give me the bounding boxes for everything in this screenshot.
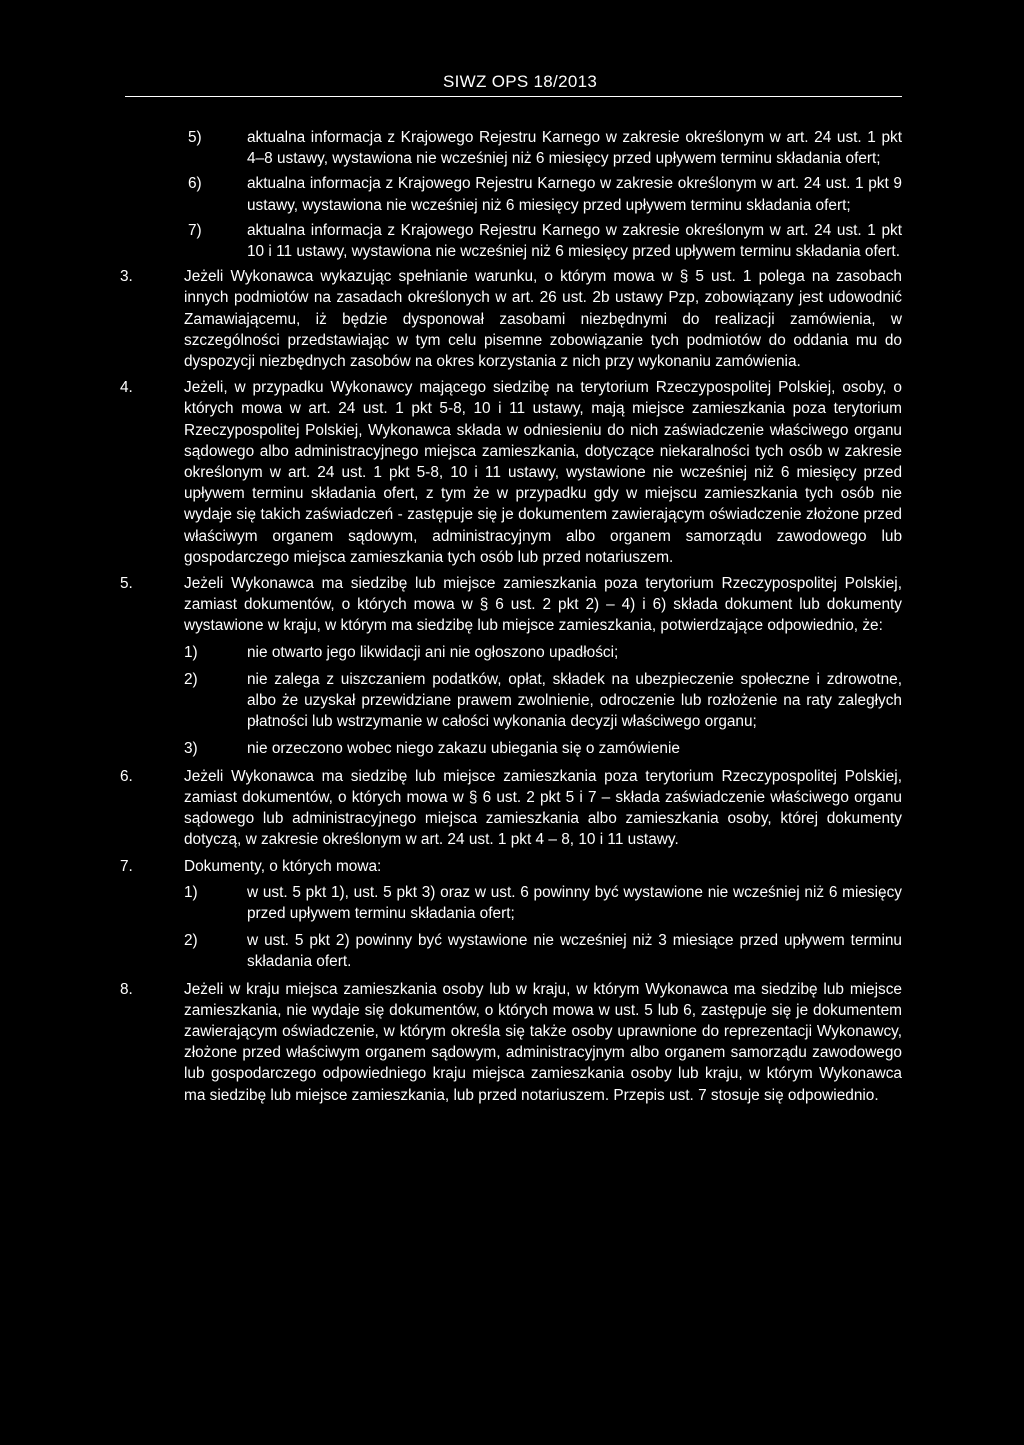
item-text: aktualna informacja z Krajowego Rejestru Karnego w zakresie określonym w art. 24 ust. 1 pkt 4–8 ustawy, wystawiona nie wcześniej niż 6 miesięcy przed upływem terminu składania ofert; — [247, 129, 902, 168]
section-3 — [120, 266, 902, 372]
section-number: 4. — [120, 379, 133, 397]
section-7 — [120, 856, 902, 877]
list-item — [120, 930, 902, 972]
item-text: w ust. 5 pkt 1), ust. 5 pkt 3) oraz w ust. 6 powinny być wystawione nie wcześniej niż 6 miesięcy przed upływem terminu składania ofert; — [247, 883, 902, 922]
item-text: aktualna informacja z Krajowego Rejestru Karnego w zakresie określonym w art. 24 ust. 1 pkt 10 i 11 ustawy, wystawiona nie wcześniej niż 6 miesięcy przed upływem terminu składania ofert. — [247, 221, 902, 261]
list-item — [120, 882, 902, 924]
section-number: 5. — [120, 575, 133, 593]
header-divider — [125, 96, 902, 97]
item-text: nie orzeczono wobec niego zakazu ubiegania się o zamówienie — [247, 740, 680, 758]
item-number: 3) — [184, 740, 198, 758]
section-5 — [120, 573, 902, 637]
section-6 — [120, 766, 902, 851]
list-item — [120, 669, 902, 733]
item-number: 5) — [188, 129, 202, 146]
item-text: aktualna informacja z Krajowego Rejestru Karnego w zakresie określonym w art. 24 ust. 1 pkt 9 ustawy, wystawiona nie wcześniej niż 6 miesięcy przed upływem terminu składania ofert; — [247, 175, 902, 214]
section-number: 6. — [120, 767, 133, 785]
item-number: 7) — [188, 221, 202, 239]
section-number: 8. — [120, 980, 133, 998]
item-text: nie zalega z uiszczaniem podatków, opłat, składek na ubezpieczenie społeczne i zdrowotne, albo że uzyskał przewidziane prawem zwolnienie, odroczenie lub rozłożenie na raty zaległych płatności lub wstrzymanie w całości wykonania decyzji właściwego organu; — [247, 670, 902, 731]
section-text: Jeżeli, w przypadku Wykonawcy mającego siedzibę na terytorium Rzeczypospolitej Polskiej, osoby, o których mowa w art. 24 ust. 1 pkt 5-8, 10 i 11 ustawy, mają miejsce zamieszkania poza terytorium Rzeczypospolitej Polskiej, Wykonawca składa w odniesieniu do nich zaświadczenie właściwego organu sądowego albo administracyjnego miejsca zamieszkania, dotyczące niekaralności tych osób w zakresie określonym w art. 24 ust. 1 pkt 5-8, 10 i 11 ustawy, wystawione nie wcześniej niż 6 miesięcy przed upływem terminu składania ofert, z tym że w przypadku gdy w miejscu zamieszkania tych osób nie wydaje się takich zaświadczeń - zastępuje się je dokumentem zawierającym oświadczenie złożone przed właściwym organem sądowym, administracyjnym albo organem samorządu zawodowego lub gospodarczego miejsca zamieszkania tych osób lub przed notariuszem. — [184, 379, 902, 566]
section-number: 3. — [120, 268, 133, 286]
document-header: SIWZ OPS 18/2013 — [443, 72, 598, 91]
list-item — [120, 127, 902, 169]
section-text: Jeżeli Wykonawca wykazując spełnianie warunku, o którym mowa w § 5 ust. 1 polega na zasobach innych podmiotów na zasadach określonych w art. 26 ust. 2b ustawy Pzp, zobowiązany jest udowodnić Zamawiającemu, iż będzie dysponował zasobami niezbędnymi do realizacji zamówienia, w szczególności przedstawiając w tym celu pisemne zobowiązanie tych podmiotów do oddania mu do dyspozycji niezbędnych zasobów na okres korzystania z nich przy wykonaniu zamówienia. — [184, 268, 902, 371]
document-body — [120, 127, 902, 1111]
item-number: 2) — [184, 670, 198, 688]
list-item — [120, 220, 902, 262]
item-number: 2) — [184, 932, 198, 950]
list-item — [120, 173, 902, 215]
section-number: 7. — [120, 857, 133, 875]
item-number: 1) — [184, 643, 198, 661]
section-text: Dokumenty, o których mowa: — [184, 857, 382, 875]
item-text: w ust. 5 pkt 2) powinny być wystawione nie wcześniej niż 3 miesiące przed upływem terminu składania ofert. — [247, 932, 902, 971]
section-4 — [120, 377, 902, 568]
section-8 — [120, 979, 902, 1106]
item-number: 6) — [188, 175, 202, 193]
section-text: Jeżeli w kraju miejsca zamieszkania osoby lub w kraju, w którym Wykonawca ma siedzibę lub miejsce zamieszkania, nie wydaje się dokumentów, o których mowa w ust. 5 lub 6, zastępuje się je dokumentem zawierającym oświadczenie, w którym określa się także osoby uprawnione do reprezentacji Wykonawcy, złożone przed właściwym organem sądowym, administracyjnym albo organem samorządu zawodowego lub gospodarczego odpowiedniego kraju miejsca zamieszkania osoby lub kraju, w którym Wykonawca ma siedzibę lub miejsce zamieszkania, lub przed notariuszem. Przepis ust. 7 stosuje się odpowiednio. — [184, 980, 902, 1104]
item-number: 1) — [184, 883, 198, 901]
section-text: Jeżeli Wykonawca ma siedzibę lub miejsce zamieszkania poza terytorium Rzeczypospolitej Polskiej, zamiast dokumentów, o których mowa w § 6 ust. 2 pkt 5 i 7 – składa zaświadczenie właściwego organu sądowego lub administracyjnego miejsca zamieszkania albo zamieszkania osoby, której dokumenty dotyczą, w zakresie określonym w art. 24 ust. 1 pkt 4 – 8, 10 i 11 ustawy. — [184, 767, 902, 849]
list-item — [120, 738, 902, 759]
item-text: nie otwarto jego likwidacji ani nie ogłoszono upadłości; — [247, 643, 619, 661]
section-text: Jeżeli Wykonawca ma siedzibę lub miejsce zamieszkania poza terytorium Rzeczypospolitej Polskiej, zamiast dokumentów, o których mowa w § 6 ust. 2 pkt 2) – 4) i 6) składa dokument lub dokumenty wystawione w kraju, w którym ma siedzibę lub miejsce zamieszkania, potwierdzające odpowiednio, że: — [184, 575, 902, 635]
list-item — [120, 642, 902, 663]
